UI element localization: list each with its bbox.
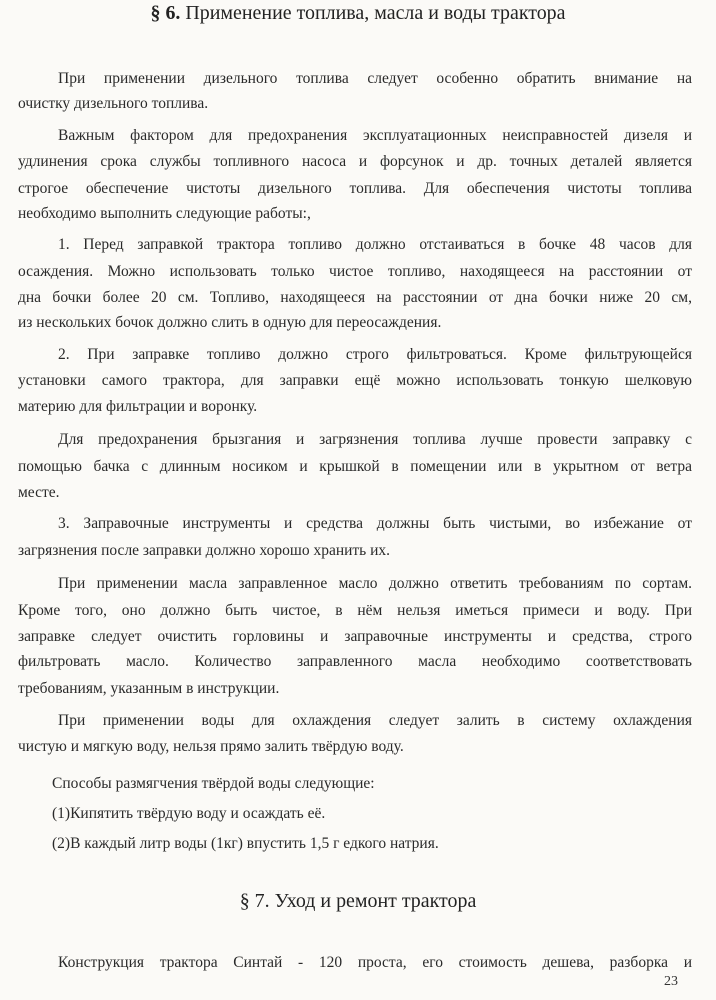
paragraph-line: месте. [18, 484, 60, 501]
paragraph-line: 2. При заправке топливо должно строго фильтроваться. Кроме фильтрующейся [58, 346, 692, 363]
list-item: (2)В каждый литр воды (1кг) впустить 1,5 г едкого натрия. [52, 835, 439, 852]
page-number: 23 [664, 974, 678, 989]
paragraph-line: 3. Заправочные инструменты и средства должны быть чистыми, во избежание от [58, 515, 692, 532]
section-6-number: § 6. [150, 2, 181, 24]
paragraph-line: требованиям, указанным в инструкции. [18, 680, 280, 697]
paragraph-line: дна бочки более 20 см. Топливо, находящееся на расстоянии от дна бочки ниже 20 см, [18, 289, 692, 306]
paragraph-line: Конструкция трактора Синтай - 120 проста, его стоимость дешева, разборка и [58, 954, 692, 971]
paragraph-line: заправке следует очистить горловины и заправочные инструменты и средства, строго [18, 628, 692, 645]
paragraph-line: материю для фильтрации и воронку. [18, 398, 258, 415]
paragraph-line: из нескольких бочок должно слить в одную для переосаждения. [18, 314, 442, 331]
section-6-title: Применение топлива, масла и воды трактора [185, 2, 566, 24]
paragraph-line: 1. Перед заправкой трактора топливо должно отстаиваться в бочке 48 часов для [58, 236, 692, 253]
paragraph-line: При применении воды для охлаждения следует залить в систему охлаждения [58, 712, 692, 729]
section-7-number: § 7. [239, 890, 270, 912]
list-item: (1)Кипятить твёрдую воду и осаждать её. [52, 805, 326, 822]
paragraph-line: фильтровать масло. Количество заправленного масла необходимо соответствовать [18, 653, 692, 670]
section-6-heading [0, 2, 716, 25]
paragraph-line: удлинения срока службы топливного насоса и форсунок и др. точных деталей является [18, 153, 692, 170]
paragraph-line: Способы размягчения твёрдой воды следующие: [52, 775, 375, 792]
section-7-title: Уход и ремонт трактора [274, 890, 477, 912]
paragraph-line: осаждения. Можно использовать только чистое топливо, находящееся на расстоянии от [18, 263, 692, 280]
paragraph-line: При применении дизельного топлива следует особенно обратить внимание на [58, 70, 692, 87]
paragraph-line: чистую и мягкую воду, нельзя прямо залить твёрдую воду. [18, 738, 404, 755]
paragraph-line: помощью бачка с длинным носиком и крышкой в помещении или в укрытном от ветра [18, 458, 692, 475]
paragraph-line: строгое обеспечение чистоты дизельного топлива. Для обеспечения чистоты топлива [18, 180, 692, 197]
paragraph-line: очистку дизельного топлива. [18, 95, 209, 112]
paragraph-line: При применении масла заправленное масло должно ответить требованиям по сортам. [58, 575, 692, 592]
paragraph-line: установки самого трактора, для заправки ещё можно использовать тонкую шелковую [18, 372, 692, 389]
paragraph-line: загрязнения после заправки должно хорошо хранить их. [18, 542, 391, 559]
section-7-heading [0, 890, 716, 913]
paragraph-line: Для предохранения брызгания и загрязнения топлива лучше провести заправку с [58, 431, 692, 448]
paragraph-line: необходимо выполнить следующие работы:, [18, 205, 311, 222]
paragraph-line: Важным фактором для предохранения эксплуатационных неисправностей дизеля и [58, 127, 692, 144]
paragraph-line: Кроме того, оно должно быть чистое, в нём нельзя иметься примеси и воду. При [18, 602, 692, 619]
